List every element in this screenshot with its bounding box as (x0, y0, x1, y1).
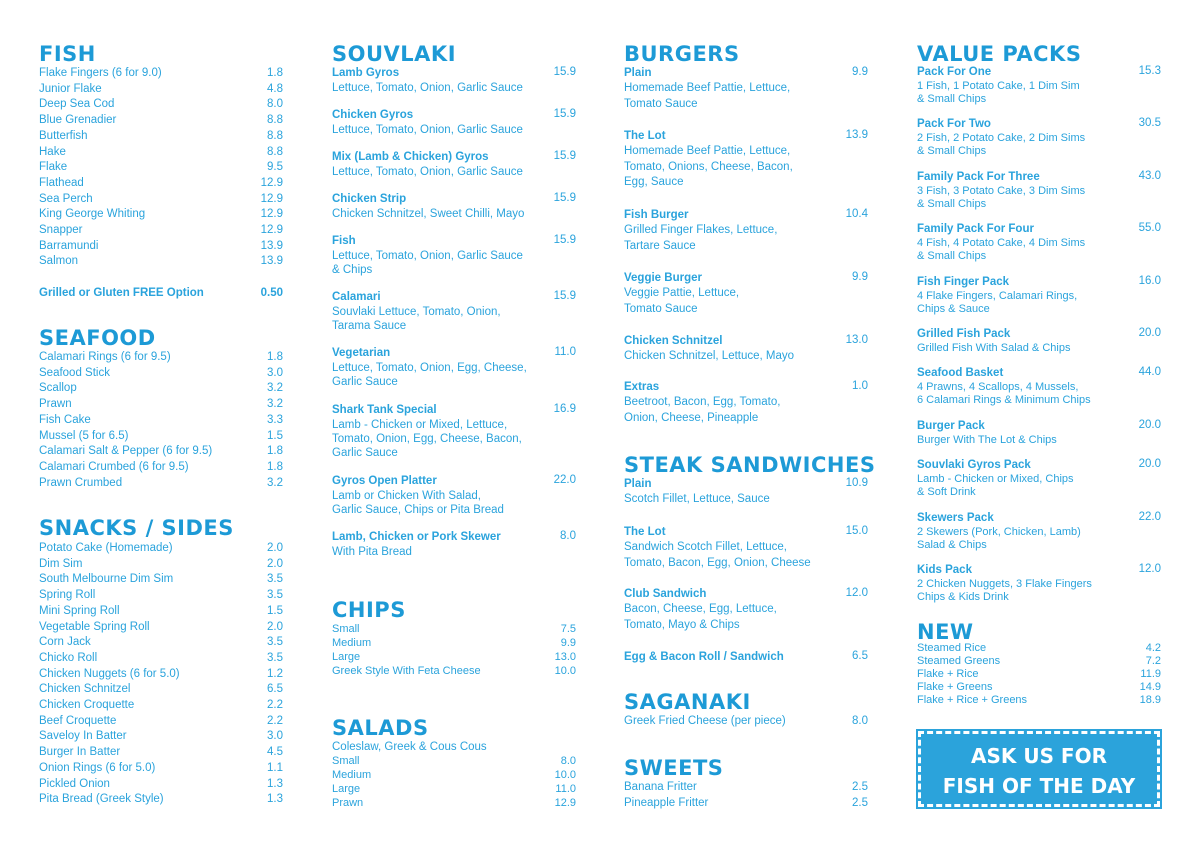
menu-item (917, 511, 1161, 552)
snacks-title: SNACKS / SIDES (39, 516, 234, 540)
menu-item-price: 3.5 (267, 651, 283, 664)
menu-item-name: Pickled Onion (39, 777, 110, 790)
menu-item-price: 3.2 (267, 382, 283, 395)
menu-item-price: 3.5 (267, 573, 283, 586)
menu-item-name: Mini Spring Roll (39, 604, 120, 617)
menu-item-price: 20.0 (1138, 327, 1161, 339)
menu-item-price: 7.2 (1145, 655, 1161, 667)
menu-item-price: 8.8 (267, 145, 283, 158)
menu-item-price: 1.3 (267, 777, 283, 790)
salads-subtitle: Coleslaw, Greek & Cous Cous (332, 741, 487, 753)
menu-item-name: Extras (624, 381, 660, 393)
menu-item-price: 1.2 (267, 667, 283, 680)
menu-item-name: Beef Croquette (39, 714, 117, 727)
menu-item-name: Large (332, 651, 361, 664)
menu-item-price: 22.0 (1138, 511, 1161, 523)
steak-title: STEAK SANDWICHES (624, 453, 876, 477)
menu-item (624, 129, 868, 191)
menu-item-name: Flake (39, 161, 68, 174)
menu-item-name: Sea Perch (39, 192, 93, 205)
menu-item-name: Dim Sim (39, 557, 83, 570)
menu-item-price: 2.2 (267, 714, 283, 727)
menu-item-name: Seafood Stick (39, 366, 110, 379)
menu-item-name: Small (332, 623, 360, 635)
menu-item (332, 66, 576, 95)
menu-item-price: 8.8 (267, 129, 283, 142)
menu-item-description: 1 Fish, 1 Potato Cake, 1 Dim Sim & Small Chips (917, 80, 1080, 105)
souvlaki-title: SOUVLAKI (332, 42, 457, 66)
menu-item-name: Medium (332, 637, 372, 650)
menu-item (917, 419, 1161, 447)
menu-item (332, 234, 576, 277)
menu-item-price: 9.9 (852, 271, 868, 283)
menu-item (332, 192, 576, 221)
menu-item-price: 3.0 (267, 730, 283, 743)
menu-item-name: Steamed Greens (917, 655, 1001, 667)
menu-item (332, 403, 576, 460)
menu-item-name: Seafood Basket (917, 367, 1004, 379)
menu-item-name: Vegetarian (332, 347, 391, 359)
menu-item-name: Hake (39, 145, 66, 158)
menu-item (332, 108, 576, 137)
menu-item-name: Chicken Schnitzel (624, 335, 723, 347)
menu-item-name: Club Sandwich (624, 588, 707, 600)
menu-item-description: Beetroot, Bacon, Egg, Tomato, Onion, Cheese, Pineapple (624, 396, 781, 424)
menu-item-name: Gyros Open Platter (332, 475, 437, 487)
menu-item-description: 2 Skewers (Pork, Chicken, Lamb) Salad & Chips (917, 526, 1081, 551)
menu-item-price: 55.0 (1138, 222, 1161, 234)
menu-item-price: 1.3 (267, 793, 283, 806)
menu-item-name: Pack For One (917, 66, 992, 78)
menu-item (624, 271, 868, 317)
menu-item-name: Chicken Gyros (332, 109, 414, 121)
menu-item-price: 15.9 (553, 234, 576, 246)
menu-item-price: 4.8 (267, 82, 283, 95)
menu-item-name: Butterfish (39, 129, 88, 142)
menu-item-name: Flathead (39, 176, 84, 189)
menu-item-name: Medium (332, 769, 372, 782)
menu-item-name: Burger Pack (917, 420, 985, 432)
menu-item-name: Calamari (332, 291, 381, 303)
banner-line-2: FISH OF THE DAY (942, 774, 1136, 798)
menu-item-price: 22.0 (553, 474, 576, 486)
menu-item (917, 117, 1161, 158)
menu-item-price: 1.0 (852, 380, 868, 392)
menu-item-name: Flake + Rice (917, 668, 979, 680)
menu-item-description: Veggie Pattie, Lettuce, Tomato Sauce (624, 287, 740, 315)
menu-item-price: 20.0 (1138, 419, 1161, 431)
menu-item-price: 12.9 (260, 192, 283, 205)
menu-item-name: Barramundi (39, 239, 99, 252)
menu-item-name: Shark Tank Special (332, 404, 437, 416)
menu-item-price: 15.9 (553, 108, 576, 120)
menu-item-price: 1.8 (267, 445, 283, 458)
menu-item-name: The Lot (624, 526, 666, 538)
menu-item-price: 3.5 (267, 589, 283, 602)
menu-item-name: Greek Style With Feta Cheese (332, 665, 481, 678)
menu-item (917, 65, 1161, 106)
menu-item-price: 15.0 (845, 525, 868, 537)
menu-item-price: 12.9 (260, 176, 283, 189)
menu-item-description: With Pita Bread (332, 546, 412, 558)
menu-item-price: 13.0 (845, 334, 868, 346)
menu-item (624, 587, 868, 633)
menu-item-price: 12.0 (1138, 563, 1161, 575)
menu-item-price: 9.9 (852, 66, 868, 78)
menu-item-name: Calamari Salt & Pepper (6 for 9.5) (39, 445, 213, 458)
menu-item-price: 3.3 (267, 413, 283, 426)
fish-of-the-day-banner (918, 731, 1160, 807)
menu-item-price: 12.9 (554, 797, 576, 810)
menu-item-price: 2.0 (267, 557, 283, 570)
menu-item-description: Grilled Finger Flakes, Lettuce, Tartare Sauce (624, 224, 778, 252)
menu-item-price: 4.5 (267, 746, 283, 759)
menu-item-name: Souvlaki Gyros Pack (917, 459, 1031, 471)
menu-item-name: Salmon (39, 255, 78, 268)
menu-item-name: Grilled Fish Pack (917, 328, 1011, 340)
menu-item-price: 9.9 (560, 637, 576, 650)
menu-item-price: 1.5 (267, 429, 283, 442)
fish-title: FISH (39, 42, 96, 66)
menu-item-name: Small (332, 755, 360, 767)
menu-item-price: 15.9 (553, 150, 576, 162)
menu-item-price: 13.9 (260, 239, 283, 252)
menu-item-name: Flake + Greens (917, 681, 993, 693)
salads-title: SALADS (332, 716, 429, 740)
menu-item-price: 11.0 (555, 783, 576, 796)
menu-item (332, 150, 576, 179)
menu-item-name: Corn Jack (39, 636, 91, 649)
menu-item-description: Homemade Beef Pattie, Lettuce, Tomato Sauce (624, 82, 791, 110)
menu-item-description: Lettuce, Tomato, Onion, Garlic Sauce (332, 82, 523, 94)
menu-item-price: 12.9 (260, 224, 283, 236)
menu-item-price: 9.5 (267, 161, 283, 174)
menu-item-name: Prawn (39, 398, 72, 411)
menu-item-description: Lettuce, Tomato, Onion, Garlic Sauce & Chips (332, 250, 523, 276)
menu-item-price: 2.0 (267, 620, 283, 633)
menu-item-description: Lamb - Chicken or Mixed, Lettuce, Tomato, Onion, Egg, Cheese, Bacon, Garlic Sauce (332, 419, 522, 459)
menu-item-description: Lamb or Chicken With Salad, Garlic Sauce, Chips or Pita Bread (332, 490, 504, 516)
menu-item-price: 11.0 (554, 346, 576, 358)
menu-item-description: Lettuce, Tomato, Onion, Garlic Sauce (332, 166, 523, 178)
menu-item-price: 15.9 (553, 290, 576, 302)
menu-item-price: 2.0 (267, 542, 283, 554)
menu-item-name: South Melbourne Dim Sim (39, 573, 174, 586)
menu-item-name: Vegetable Spring Roll (39, 620, 150, 633)
menu-item-name: Onion Rings (6 for 5.0) (39, 761, 156, 774)
sweets-title: SWEETS (624, 756, 724, 780)
menu-item-description: Souvlaki Lettuce, Tomato, Onion, Tarama Sauce (332, 306, 501, 332)
menu-item-price: 1.1 (267, 761, 283, 774)
menu-item-description: 2 Fish, 2 Potato Cake, 2 Dim Sims & Small Chips (917, 132, 1086, 157)
menu-item-name: Veggie Burger (624, 272, 702, 284)
menu-item-price: 2.5 (852, 796, 868, 809)
menu-item-price: 2.5 (852, 781, 868, 793)
menu-item (624, 334, 868, 365)
burgers-title: BURGERS (624, 42, 740, 66)
menu-item-name: Plain (624, 478, 652, 490)
menu-item-name: Chicken Strip (332, 193, 407, 205)
menu-item-name: Lamb Gyros (332, 67, 400, 79)
menu-item-name: Mussel (5 for 6.5) (39, 429, 129, 442)
menu-item-description: 2 Chicken Nuggets, 3 Flake Fingers Chips & Kids Drink (917, 578, 1092, 603)
menu-item (624, 380, 868, 426)
menu-item-price: 3.5 (267, 636, 283, 649)
menu-item-name: Kids Pack (917, 564, 972, 576)
menu-item (624, 477, 868, 508)
menu-item-price: 6.5 (267, 683, 283, 696)
menu-item-name: Deep Sea Cod (39, 98, 115, 111)
menu-item (917, 366, 1161, 407)
banner-line-1: ASK US FOR (970, 744, 1107, 768)
fish-option-name: Grilled or Gluten FREE Option (39, 287, 204, 299)
menu-item-description: 4 Fish, 4 Potato Cake, 4 Dim Sims & Small Chips (917, 237, 1086, 262)
menu-item-price: 2.2 (267, 699, 283, 711)
menu-item (624, 66, 868, 112)
menu-item-price: 8.0 (267, 98, 283, 111)
menu-item-price: 13.0 (554, 651, 576, 664)
menu-item-name: Pack For Two (917, 118, 991, 130)
menu-item-name: Fish Cake (39, 413, 91, 426)
menu-item-name: Scallop (39, 382, 77, 395)
menu-item-description: Lettuce, Tomato, Onion, Garlic Sauce (332, 124, 523, 136)
menu-item (332, 290, 576, 333)
menu-item-name: Fish Finger Pack (917, 276, 1010, 288)
menu-item-price: 8.0 (560, 755, 576, 767)
menu-item-name: Chicken Nuggets (6 for 5.0) (39, 667, 180, 680)
menu-item-price: 1.8 (267, 460, 283, 473)
menu-item-name: Chicken Croquette (39, 699, 135, 711)
menu-item-price: 3.2 (267, 398, 283, 411)
menu-item (917, 222, 1161, 263)
menu-item (332, 346, 576, 389)
menu-item (917, 170, 1161, 211)
menu-item-price: 43.0 (1138, 170, 1161, 182)
menu-item-price: 4.2 (1145, 642, 1161, 654)
menu-item-description: Lettuce, Tomato, Onion, Egg, Cheese, Garlic Sauce (332, 362, 527, 388)
menu-item-name: Egg & Bacon Roll / Sandwich (624, 651, 784, 663)
menu-item-description: Chicken Schnitzel, Sweet Chilli, Mayo (332, 208, 525, 220)
menu-item-price: 13.9 (260, 255, 283, 268)
menu-item-name: Chicken Schnitzel (39, 683, 131, 696)
menu-item-description: Grilled Fish With Salad & Chips (917, 342, 1071, 354)
menu-item-price: 18.9 (1139, 694, 1161, 706)
menu-item (917, 275, 1161, 316)
menu-item (624, 208, 868, 254)
menu-item-price: 12.0 (845, 587, 868, 599)
menu-item-price: 16.0 (1138, 275, 1161, 287)
menu-item-price: 10.0 (554, 665, 576, 678)
menu-item (917, 458, 1161, 499)
menu-item-price: 30.5 (1138, 117, 1161, 129)
fish-option-price: 0.50 (260, 287, 283, 299)
new-title: NEW (917, 620, 974, 644)
menu-item-price: 1.8 (267, 67, 283, 79)
menu-item-name: Fish Burger (624, 209, 689, 221)
menu-item-name: Calamari Rings (6 for 9.5) (39, 351, 171, 363)
menu-item-description: Chicken Schnitzel, Lettuce, Mayo (624, 350, 795, 362)
menu-item-price: 16.9 (553, 403, 576, 415)
menu-item (332, 474, 576, 517)
menu-item-description: Homemade Beef Pattie, Lettuce, Tomato, Onions, Cheese, Bacon, Egg, Sauce (624, 145, 793, 189)
menu-item (917, 327, 1161, 355)
menu-item-price: 13.9 (845, 129, 868, 141)
menu-item-name: Family Pack For Four (917, 223, 1034, 235)
menu-item-price: 15.9 (553, 66, 576, 78)
menu-item (332, 530, 576, 559)
menu-item-price: 8.8 (267, 114, 283, 127)
menu-item (917, 563, 1161, 604)
menu-item-price: 10.9 (845, 477, 868, 489)
menu-item-name: Fish (332, 235, 356, 247)
menu-item-price: 44.0 (1138, 366, 1161, 378)
menu-item-description: Bacon, Cheese, Egg, Lettuce, Tomato, Mayo & Chips (624, 603, 777, 631)
value-packs-title: VALUE PACKS (917, 42, 1082, 66)
menu-item-name: Burger In Batter (39, 746, 121, 759)
menu-item-name: Lamb, Chicken or Pork Skewer (332, 531, 501, 543)
menu-item-price: 7.5 (560, 623, 576, 635)
menu-item-name: Potato Cake (Homemade) (39, 542, 173, 554)
menu-item-description: Sandwich Scotch Fillet, Lettuce, Tomato, Bacon, Egg, Onion, Cheese (624, 541, 811, 569)
menu-item-price: 1.5 (267, 604, 283, 617)
menu-item-description: Scotch Fillet, Lettuce, Sauce (624, 493, 770, 505)
menu-item-name: Plain (624, 67, 652, 79)
menu-item-name: Prawn (332, 797, 364, 810)
menu-item-name: Chicko Roll (39, 651, 98, 664)
menu-item-price: 15.3 (1138, 65, 1161, 77)
menu-item-price: 12.9 (260, 208, 283, 221)
saganaki-title: SAGANAKI (624, 690, 751, 714)
menu-item-description: 4 Flake Fingers, Calamari Rings, Chips & Sauce (917, 290, 1078, 315)
menu-item-price: 20.0 (1138, 458, 1161, 470)
menu-item-name: Saveloy In Batter (39, 730, 127, 743)
menu-item-price: 3.2 (267, 476, 283, 489)
menu-item (624, 525, 868, 571)
menu-item-name: Flake + Rice + Greens (917, 694, 1028, 706)
menu-item-name: Calamari Crumbed (6 for 9.5) (39, 460, 189, 473)
menu-item-name: The Lot (624, 130, 666, 142)
menu-item-name: Skewers Pack (917, 512, 994, 524)
menu-item-price: 15.9 (553, 192, 576, 204)
menu-item-name: Junior Flake (39, 82, 102, 95)
menu-item-price: 8.0 (560, 530, 576, 542)
seafood-title: SEAFOOD (39, 326, 156, 350)
menu-item (624, 650, 868, 665)
menu-item-price: 14.9 (1139, 681, 1161, 693)
menu-item-description: Burger With The Lot & Chips (917, 434, 1057, 446)
menu-item-price: 11.9 (1140, 668, 1161, 680)
menu-item-name: Greek Fried Cheese (per piece) (624, 715, 786, 727)
menu-item-name: Spring Roll (39, 589, 96, 602)
menu-item-price: 10.4 (845, 208, 868, 220)
menu-item-name: King George Whiting (39, 208, 146, 221)
menu-item-name: Flake Fingers (6 for 9.0) (39, 67, 162, 79)
menu-item-price: 6.5 (852, 650, 868, 662)
menu-item-name: Steamed Rice (917, 642, 987, 654)
menu-item-name: Snapper (39, 224, 83, 236)
menu-item-name: Mix (Lamb & Chicken) Gyros (332, 151, 489, 163)
chips-title: CHIPS (332, 598, 406, 622)
menu-item-description: Lamb - Chicken or Mixed, Chips & Soft Drink (917, 473, 1074, 498)
menu-item-name: Banana Fritter (624, 781, 697, 793)
menu-item-name: Blue Grenadier (39, 114, 117, 127)
menu-item-description: 3 Fish, 3 Potato Cake, 3 Dim Sims & Small Chips (917, 185, 1086, 210)
menu-item-name: Family Pack For Three (917, 171, 1040, 183)
menu-item-price: 8.0 (852, 715, 868, 727)
menu-item-description: 4 Prawns, 4 Scallops, 4 Mussels, 6 Calamari Rings & Minimum Chips (917, 381, 1091, 406)
menu-item-price: 10.0 (554, 769, 576, 782)
menu-item-price: 1.8 (267, 351, 283, 363)
menu-item-name: Pita Bread (Greek Style) (39, 793, 164, 806)
menu-item-name: Prawn Crumbed (39, 476, 123, 489)
menu-item-price: 3.0 (267, 366, 283, 379)
menu-item-name: Pineapple Fritter (624, 796, 709, 809)
menu-item-name: Large (332, 783, 361, 796)
